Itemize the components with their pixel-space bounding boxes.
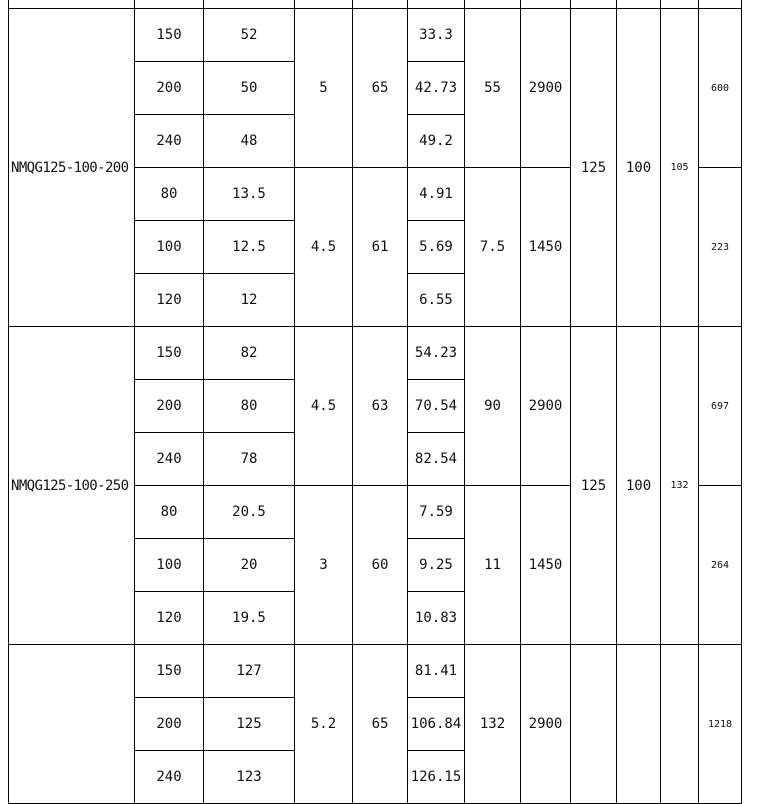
flow-cell: 120 [135,592,204,645]
table-row [9,0,742,9]
weight-cell: 1218 [699,645,742,804]
head-cell: 78 [204,433,295,486]
head-cell: 123 [204,751,295,804]
head-cell: 48 [204,115,295,168]
model-name: NMQG125-100-250 [9,327,135,645]
model-name [9,645,135,804]
flow-cell: 120 [135,274,204,327]
model-name: NMQG125-100-200 [9,9,135,327]
flow-cell: 240 [135,115,204,168]
power-cell: 70.54 [408,380,465,433]
efficiency-cell: 63 [353,327,408,486]
weight-cell: 697 [699,327,742,486]
head-cell: 20 [204,539,295,592]
speed-cell: 2900 [521,9,571,168]
power-cell: 49.2 [408,115,465,168]
efficiency-cell: 65 [353,645,408,804]
flow-cell: 200 [135,62,204,115]
motor-cell: 132 [465,645,521,804]
model-weight-cell: 105 [661,9,699,327]
efficiency-cell: 61 [353,168,408,327]
flow-cell: 150 [135,327,204,380]
power-cell: 54.23 [408,327,465,380]
power-cell: 33.3 [408,9,465,62]
flow-cell: 150 [135,645,204,698]
head-cell: 82 [204,327,295,380]
flow-cell: 200 [135,698,204,751]
flow-cell: 240 [135,433,204,486]
model-weight-cell: 132 [661,327,699,645]
power-cell: 5.69 [408,221,465,274]
head-cell: 52 [204,9,295,62]
inlet-cell: 125 [571,9,617,327]
motor-cell: 55 [465,9,521,168]
speed-cell: 1450 [521,168,571,327]
head-cell: 12 [204,274,295,327]
power-cell: 10.83 [408,592,465,645]
weight-cell: 223 [699,168,742,327]
npsh-cell: 4.5 [295,168,353,327]
power-cell: 126.15 [408,751,465,804]
power-cell: 7.59 [408,486,465,539]
flow-cell: 100 [135,221,204,274]
power-cell: 81.41 [408,645,465,698]
power-cell: 106.84 [408,698,465,751]
power-cell: 9.25 [408,539,465,592]
power-cell: 4.91 [408,168,465,221]
head-cell: 80 [204,380,295,433]
efficiency-cell: 60 [353,486,408,645]
efficiency-cell: 65 [353,9,408,168]
speed-cell: 1450 [521,486,571,645]
head-cell: 125 [204,698,295,751]
motor-cell: 7.5 [465,168,521,327]
motor-cell: 11 [465,486,521,645]
inlet-cell [571,645,617,804]
motor-cell: 90 [465,327,521,486]
head-cell: 20.5 [204,486,295,539]
npsh-cell: 3 [295,486,353,645]
table-row [9,645,742,698]
flow-cell: 150 [135,9,204,62]
npsh-cell: 4.5 [295,327,353,486]
weight-cell: 264 [699,486,742,645]
head-cell: 19.5 [204,592,295,645]
head-cell: 12.5 [204,221,295,274]
npsh-cell: 5.2 [295,645,353,804]
speed-cell: 2900 [521,645,571,804]
weight-cell: 600 [699,9,742,168]
flow-cell: 240 [135,751,204,804]
flow-cell: 80 [135,486,204,539]
inlet-cell: 125 [571,327,617,645]
power-cell: 82.54 [408,433,465,486]
table-row [9,9,742,62]
npsh-cell: 5 [295,9,353,168]
model-weight-cell [661,645,699,804]
table-row [9,327,742,380]
outlet-cell [617,645,661,804]
head-cell: 127 [204,645,295,698]
flow-cell: 100 [135,539,204,592]
flow-cell: 200 [135,380,204,433]
head-cell: 13.5 [204,168,295,221]
flow-cell: 80 [135,168,204,221]
pump-spec-table [8,0,742,804]
power-cell: 6.55 [408,274,465,327]
power-cell: 42.73 [408,62,465,115]
speed-cell: 2900 [521,327,571,486]
outlet-cell: 100 [617,9,661,327]
outlet-cell: 100 [617,327,661,645]
head-cell: 50 [204,62,295,115]
